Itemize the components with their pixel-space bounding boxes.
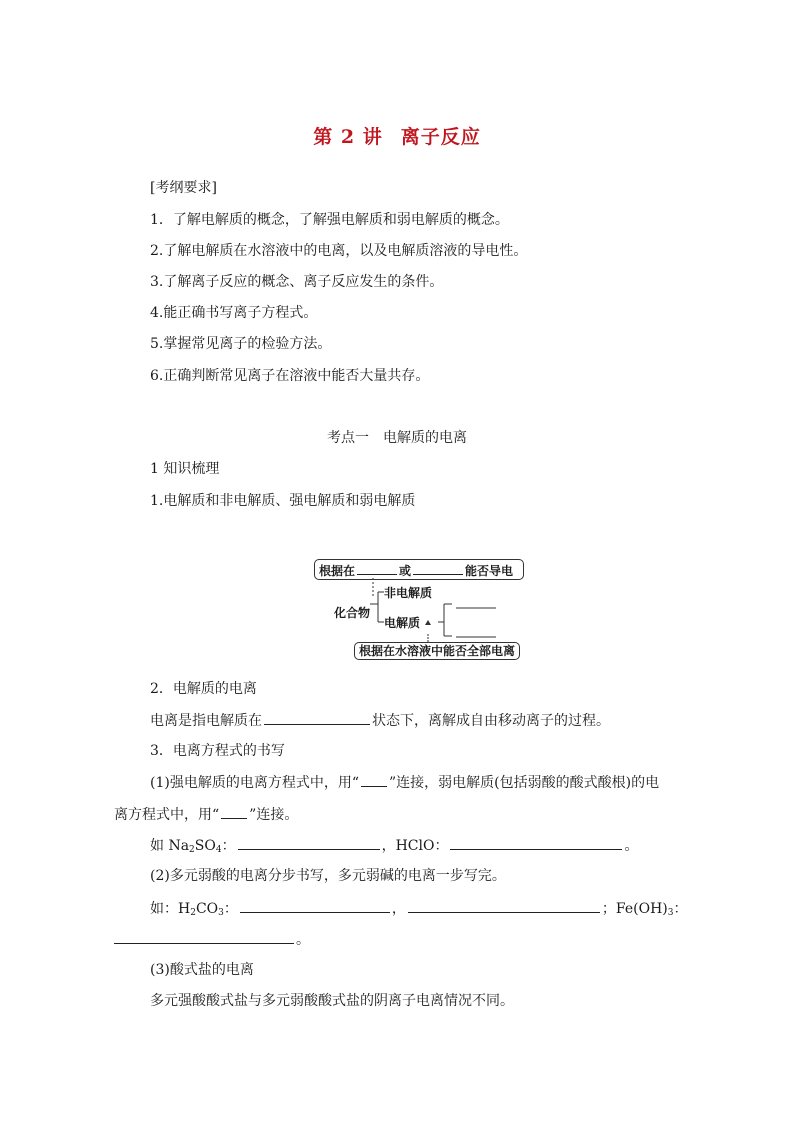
example-2 <box>150 898 687 923</box>
ex1-text-d: ，HClO： <box>381 838 449 854</box>
section-subheading: 1 知识梳理 <box>150 461 220 477</box>
section-heading: 考点一 电解质的电离 <box>327 430 467 446</box>
p1-blank-1[interactable] <box>361 772 387 787</box>
ex1-blank-2[interactable] <box>450 835 622 850</box>
page-title <box>0 122 794 149</box>
item-3-heading: 3．电离方程式的书写 <box>150 743 285 759</box>
p1-text-c: 离方程式中，用“ <box>114 807 220 823</box>
diagram-top-text-a: 根据在 <box>319 564 356 578</box>
diagram-bottom-box: 根据在水溶液中能否全部电离 <box>354 642 520 660</box>
item-2-text <box>150 710 610 731</box>
diagram-compound-label: 化合物 <box>334 606 371 620</box>
ex2-text-a: 如：H <box>150 901 191 917</box>
item-3-paragraph-3: (3)酸式盐的电离 <box>150 962 254 978</box>
item-3-paragraph-2: (2)多元弱酸的电离分步书写，多元弱碱的电离一步写完。 <box>150 868 506 884</box>
ex1-sub-1: 2 <box>189 845 195 855</box>
ex2-text-c: ： <box>223 901 238 917</box>
title-lecture-number: 第 2 讲 <box>313 126 383 148</box>
requirement-item-2: 2.了解电解质在水溶液中的电离，以及电解质溶液的导电性。 <box>150 243 528 259</box>
requirement-item-6: 6.正确判断常见离子在溶液中能否大量共存。 <box>150 368 430 384</box>
diagram-nonelectrolyte-label: 非电解质 <box>384 586 433 600</box>
requirement-item-1: 1．了解电解质的概念，了解强电解质和弱电解质的概念。 <box>150 212 509 228</box>
item-2-heading: 2．电解质的电离 <box>150 681 257 697</box>
requirement-item-4: 4.能正确书写离子方程式。 <box>150 305 318 321</box>
p1-blank-2[interactable] <box>221 804 247 819</box>
ex2-text-d: ；Fe(OH) <box>601 901 668 917</box>
electrolyte-classification-diagram <box>312 556 516 662</box>
title-topic: 离子反应 <box>400 126 481 148</box>
item-2-text-a: 电离是指电解质在 <box>150 713 262 729</box>
requirements-heading: [考纲要求] <box>150 180 217 196</box>
ex1-text-a: 如 Na <box>150 838 190 854</box>
diagram-top-text-c: 能否导电 <box>465 564 514 578</box>
p1-text-a: (1)强电解质的电离方程式中，用“ <box>150 775 359 791</box>
item-2-blank[interactable] <box>264 710 370 725</box>
ex2-sub-2: 3 <box>218 908 224 918</box>
diagram-top-text-b: 或 <box>399 564 412 578</box>
item-3-paragraph-1-line-2 <box>114 804 298 825</box>
diagram-electrolyte-label: 电解质 <box>384 616 421 630</box>
ex2-comma: ， <box>391 901 406 917</box>
ex1-end: 。 <box>624 838 639 854</box>
item-2-text-b: 状态下，离解成自由移动离子的过程。 <box>372 713 610 729</box>
ex1-sub-2: 4 <box>215 845 222 855</box>
p1-text-b: ”连接，弱电解质(包括弱酸的酸式酸根)的电 <box>389 775 660 791</box>
example-1 <box>150 835 638 860</box>
ex2-text-b: CO <box>195 901 219 917</box>
item-3-paragraph-4: 多元强酸酸式盐与多元弱酸酸式盐的阴离子电离情况不同。 <box>150 993 514 1009</box>
ex1-blank-1[interactable] <box>238 835 380 850</box>
ex2-blank-1[interactable] <box>240 898 390 913</box>
item-1-heading: 1.电解质和非电解质、强电解质和弱电解质 <box>150 493 416 509</box>
ex1-text-b: SO <box>194 838 216 854</box>
ex2-blank-2[interactable] <box>408 898 600 913</box>
ex1-text-c: ： <box>221 838 236 854</box>
ex2-sub-1: 2 <box>190 908 196 918</box>
ex2-sub-3: 3 <box>667 908 674 918</box>
requirement-item-3: 3.了解离子反应的概念、离子反应发生的条件。 <box>150 274 444 290</box>
ex2-blank-3[interactable] <box>114 929 294 944</box>
ex2-text-e: ： <box>673 901 688 917</box>
requirement-item-5: 5.掌握常见离子的检验方法。 <box>150 336 332 352</box>
ex2-end: 。 <box>296 932 310 948</box>
example-2-continued <box>112 929 310 950</box>
item-3-paragraph-1-line-1 <box>150 772 659 793</box>
p1-text-d: ”连接。 <box>249 807 299 823</box>
